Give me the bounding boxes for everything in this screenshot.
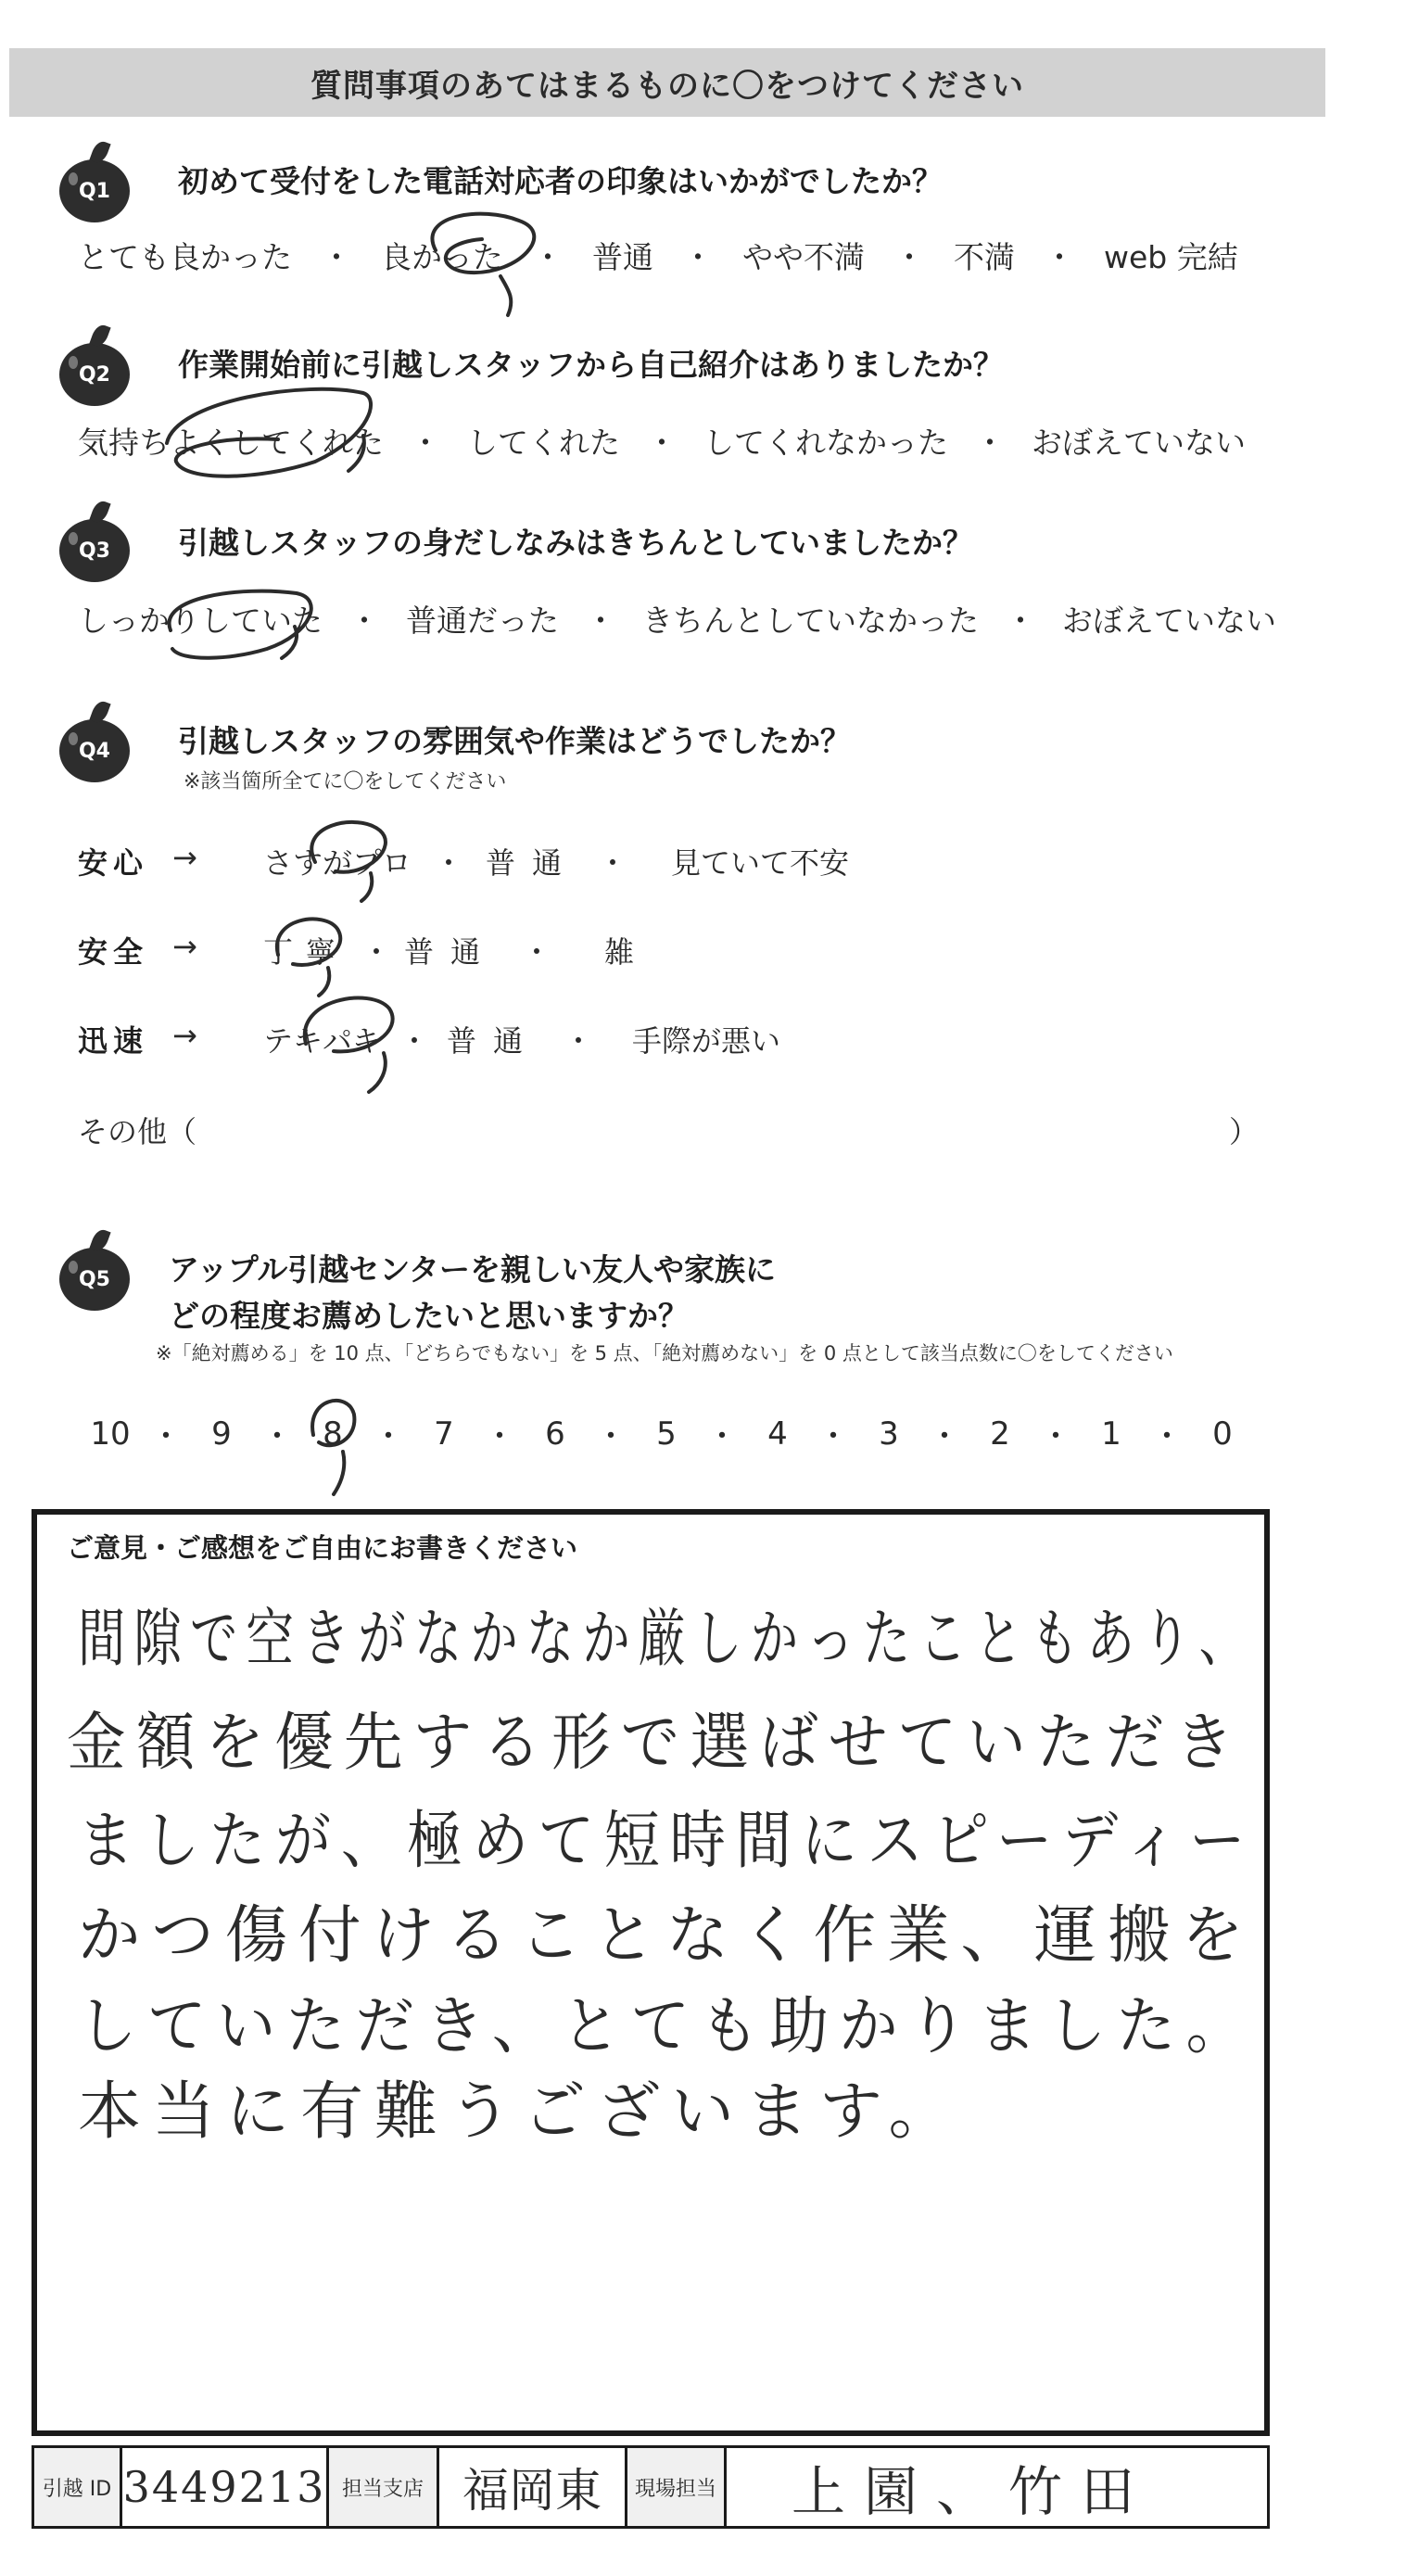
q4-jinsoku-option-2[interactable]: 普通 <box>447 1023 540 1059</box>
q5-badge: Q5 <box>59 1248 130 1311</box>
q3-option-4[interactable]: おぼえていない <box>1062 603 1276 639</box>
q2-option-1[interactable]: 気持ちよくしてくれた <box>78 425 384 461</box>
score-8[interactable]: 8 <box>323 1415 343 1453</box>
q4-other-input[interactable] <box>278 1123 1205 1151</box>
move-id-value[interactable]: 3449213 <box>122 2448 329 2526</box>
q3-option-2[interactable]: 普通だった <box>406 603 559 639</box>
q4-label-anshin: 安心 <box>78 845 149 881</box>
q4-note: ※該当箇所全てに〇をしてください <box>184 770 507 793</box>
move-id-label: 引越 ID <box>34 2448 122 2526</box>
staff-label: 現場担当 <box>627 2448 727 2526</box>
score-0[interactable]: 0 <box>1212 1415 1233 1453</box>
q3-badge: Q3 <box>59 519 130 582</box>
comment-heading: ご意見・ご感想をご自由にお書きください <box>67 1532 578 1564</box>
score-1[interactable]: 1 <box>1101 1415 1121 1453</box>
q4-anzen-option-1[interactable]: 丁寧 <box>263 934 349 970</box>
q4-row-anshin-options <box>263 840 849 882</box>
q4-anzen-option-3[interactable]: 雑 <box>604 934 635 970</box>
q2-options <box>78 419 1246 463</box>
score-7[interactable]: 7 <box>434 1415 454 1453</box>
separator: ・ <box>532 239 564 275</box>
separator: ・ <box>484 1418 515 1455</box>
q5-question-line1: アップル引越センターを親しい友人や家族に <box>169 1251 777 1288</box>
q1-option-4[interactable]: やや不満 <box>742 239 865 275</box>
q4-jinsoku-option-3[interactable]: 手際が悪い <box>632 1023 781 1059</box>
separator: ・ <box>399 1023 430 1059</box>
q4-row-anzen-options <box>263 929 634 971</box>
separator: ・ <box>817 1418 849 1455</box>
q1-options <box>78 234 1238 277</box>
separator: ・ <box>598 845 628 881</box>
arrow-icon: → <box>172 929 197 964</box>
instructions-text: 質問事項のあてはまるものに〇をつけてください <box>310 67 1024 105</box>
q4-other-close: ） <box>1229 1114 1260 1149</box>
score-5[interactable]: 5 <box>656 1415 677 1453</box>
q4-badge: Q4 <box>59 719 130 782</box>
instructions-banner <box>9 48 1325 117</box>
separator: ・ <box>1040 1418 1071 1455</box>
arrow-icon: → <box>172 840 197 875</box>
comment-line-3: ましたが、極めて短時間にスピーディー <box>78 1805 1256 1878</box>
separator: ・ <box>646 425 678 461</box>
separator: ・ <box>1151 1418 1183 1455</box>
q4-anzen-option-2[interactable]: 普通 <box>404 934 498 970</box>
separator: ・ <box>321 239 352 275</box>
q2-option-3[interactable]: してくれなかった <box>703 425 948 461</box>
q4-anshin-option-2[interactable]: 普通 <box>486 845 579 881</box>
footer-strip <box>32 2445 1270 2529</box>
arrow-icon: → <box>172 1018 197 1053</box>
q3-option-1[interactable]: しっかりしていた <box>78 603 323 639</box>
separator: ・ <box>348 603 380 639</box>
q2-option-4[interactable]: おぼえていない <box>1032 425 1246 461</box>
q4-anshin-option-3[interactable]: 見ていて不安 <box>671 845 850 881</box>
separator: ・ <box>1044 239 1075 275</box>
score-4[interactable]: 4 <box>767 1415 788 1453</box>
q4-question: 引越しスタッフの雰囲気や作業はどうでしたか？ <box>178 723 851 759</box>
staff-value[interactable]: 上園、竹田 <box>792 2460 1154 2523</box>
separator: ・ <box>1005 603 1036 639</box>
separator: ・ <box>682 239 714 275</box>
q3-options <box>78 597 1276 641</box>
q3-question: 引越しスタッフの身だしなみはきちんとしていましたか？ <box>178 525 973 561</box>
separator: ・ <box>434 845 464 881</box>
q2-badge: Q2 <box>59 343 130 406</box>
separator: ・ <box>410 425 441 461</box>
comment-line-1: 間隙で空きがなかなか厳しかったこともあり、 <box>78 1603 1256 1676</box>
q4-anshin-option-1[interactable]: さすがプロ <box>263 845 412 881</box>
separator: ・ <box>706 1418 738 1455</box>
separator: ・ <box>261 1418 293 1455</box>
score-2[interactable]: 2 <box>990 1415 1010 1453</box>
separator: ・ <box>974 425 1006 461</box>
q4-label-anzen: 安全 <box>78 934 149 970</box>
comment-line-4: かつ傷付けることなく作業、運搬を <box>78 1899 1255 1973</box>
q5-scale <box>89 1411 1244 1456</box>
separator: ・ <box>361 934 392 970</box>
comment-line-2: 金額を優先する形で選ばせていただき <box>67 1707 1245 1780</box>
comment-line-5: していただき、とても助かりました。 <box>78 1990 1256 2063</box>
q1-option-3[interactable]: 普通 <box>592 239 653 275</box>
q4-label-jinsoku: 迅速 <box>78 1023 149 1059</box>
separator: ・ <box>150 1418 182 1455</box>
comment-line-6: 本当に有難うございます。 <box>78 2075 963 2149</box>
q1-option-1[interactable]: とても良かった <box>78 239 292 275</box>
q5-note: ※「絶対薦める」を 10 点、「どちらでもない」を 5 点、「絶対薦めない」を 0 点として該当点数に〇をしてください <box>156 1342 1173 1364</box>
q3-option-3[interactable]: きちんとしていなかった <box>642 603 979 639</box>
separator: ・ <box>564 1023 594 1059</box>
q1-option-6[interactable]: web 完結 <box>1104 239 1238 275</box>
q1-question: 初めて受付をした電話対応者の印象はいかがでしたか？ <box>178 163 943 199</box>
q2-option-2[interactable]: してくれた <box>467 425 620 461</box>
q1-option-2[interactable]: 良かった <box>381 239 503 275</box>
q4-jinsoku-option-1[interactable]: テキパキ <box>263 1023 383 1059</box>
branch-value[interactable]: 福岡東 <box>439 2448 627 2526</box>
score-6[interactable]: 6 <box>545 1415 565 1453</box>
q1-badge: Q1 <box>59 159 130 222</box>
q4-other-label: その他（ <box>78 1114 197 1149</box>
score-9[interactable]: 9 <box>211 1415 232 1453</box>
separator: ・ <box>929 1418 960 1455</box>
q2-question: 作業開始前に引越しスタッフから自己紹介はありましたか？ <box>178 347 1004 383</box>
score-10[interactable]: 10 <box>90 1415 131 1453</box>
branch-label: 担当支店 <box>329 2448 439 2526</box>
separator: ・ <box>595 1418 627 1455</box>
q4-row-jinsoku-options <box>263 1018 780 1060</box>
q1-option-5[interactable]: 不満 <box>954 239 1015 275</box>
score-3[interactable]: 3 <box>879 1415 899 1453</box>
q5-question-line2: どの程度お薦めしたいと思いますか？ <box>169 1298 689 1334</box>
separator: ・ <box>373 1418 404 1455</box>
separator: ・ <box>522 934 552 970</box>
separator: ・ <box>893 239 925 275</box>
separator: ・ <box>585 603 616 639</box>
